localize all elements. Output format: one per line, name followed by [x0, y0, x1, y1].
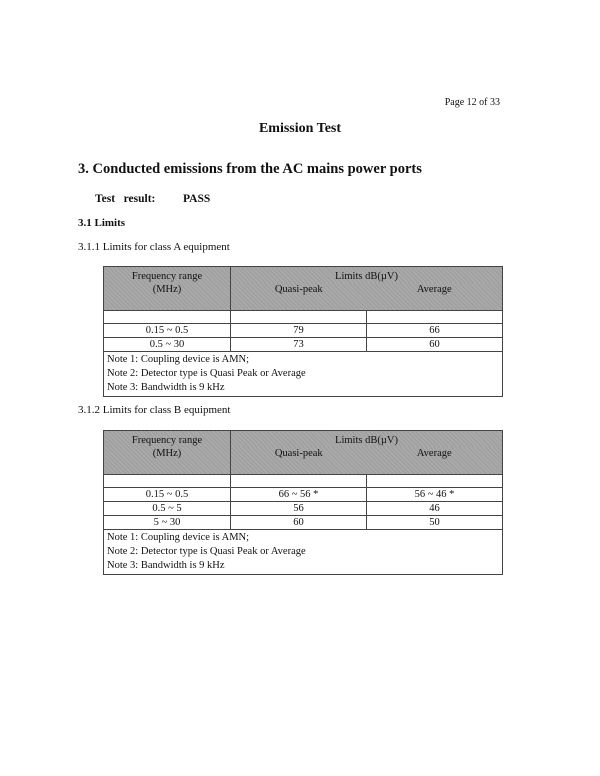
- table-a-caption: 3.1.1 Limits for class A equipment: [78, 241, 230, 253]
- notes-row: [104, 352, 503, 397]
- table-b-caption: 3.1.2 Limits for class B equipment: [78, 404, 231, 416]
- note-line: Note 3: Bandwidth is 9 kHz: [107, 560, 225, 571]
- test-result-label: Test result:: [95, 193, 156, 205]
- table-header-row: [104, 431, 503, 448]
- average-header: Average: [367, 447, 503, 475]
- quasi-peak-header: Quasi-peak: [231, 447, 367, 475]
- table-row: [104, 502, 503, 516]
- section-heading: 3. Conducted emissions from the AC mains power ports: [78, 161, 422, 177]
- frequency-cell: 0.15 ~ 0.5: [104, 488, 231, 502]
- limits-table-class-a: [103, 266, 503, 397]
- quasi-peak-cell: 66 ~ 56 *: [231, 488, 367, 502]
- average-cell: 56 ~ 46 *: [367, 488, 503, 502]
- table-row: [104, 488, 503, 502]
- average-cell: 66: [367, 324, 503, 338]
- average-header: Average: [367, 283, 503, 311]
- frequency-header-unit: (MHz): [152, 448, 182, 459]
- frequency-header-label: Frequency range: [131, 271, 203, 282]
- quasi-peak-cell: 73: [231, 338, 367, 352]
- average-cell: 46: [367, 502, 503, 516]
- limits-table-class-b: [103, 430, 503, 575]
- average-cell: 50: [367, 516, 503, 530]
- limits-header: Limits dB(µV): [231, 431, 503, 448]
- note-line: Note 3: Bandwidth is 9 kHz: [107, 382, 225, 393]
- note-line: Note 1: Coupling device is AMN;: [107, 532, 250, 543]
- table-row: [104, 516, 503, 530]
- table-spacer: [104, 475, 503, 488]
- note-line: Note 2: Detector type is Quasi Peak or Average: [107, 546, 306, 557]
- frequency-cell: 0.5 ~ 30: [104, 338, 231, 352]
- table-spacer: [104, 311, 503, 324]
- frequency-cell: 0.5 ~ 5: [104, 502, 231, 516]
- frequency-header: [104, 431, 231, 475]
- average-cell: 60: [367, 338, 503, 352]
- page-number: Page 12 of 33: [444, 97, 500, 108]
- notes-cell: [104, 530, 503, 575]
- page-title: Emission Test: [258, 121, 342, 136]
- note-line: Note 2: Detector type is Quasi Peak or Average: [107, 368, 306, 379]
- frequency-header: [104, 267, 231, 311]
- frequency-header-unit: (MHz): [152, 284, 182, 295]
- subsection-heading: 3.1 Limits: [78, 217, 126, 229]
- table-row: [104, 338, 503, 352]
- table-header-row: [104, 267, 503, 284]
- frequency-cell: 0.15 ~ 0.5: [104, 324, 231, 338]
- quasi-peak-cell: 60: [231, 516, 367, 530]
- test-result-value: PASS: [183, 193, 211, 205]
- notes-cell: [104, 352, 503, 397]
- note-line: Note 1: Coupling device is AMN;: [107, 354, 250, 365]
- notes-row: [104, 530, 503, 575]
- quasi-peak-cell: 56: [231, 502, 367, 516]
- limits-header: Limits dB(µV): [231, 267, 503, 284]
- table-row: [104, 324, 503, 338]
- quasi-peak-header: Quasi-peak: [231, 283, 367, 311]
- frequency-cell: 5 ~ 30: [104, 516, 231, 530]
- quasi-peak-cell: 79: [231, 324, 367, 338]
- frequency-header-label: Frequency range: [131, 435, 203, 446]
